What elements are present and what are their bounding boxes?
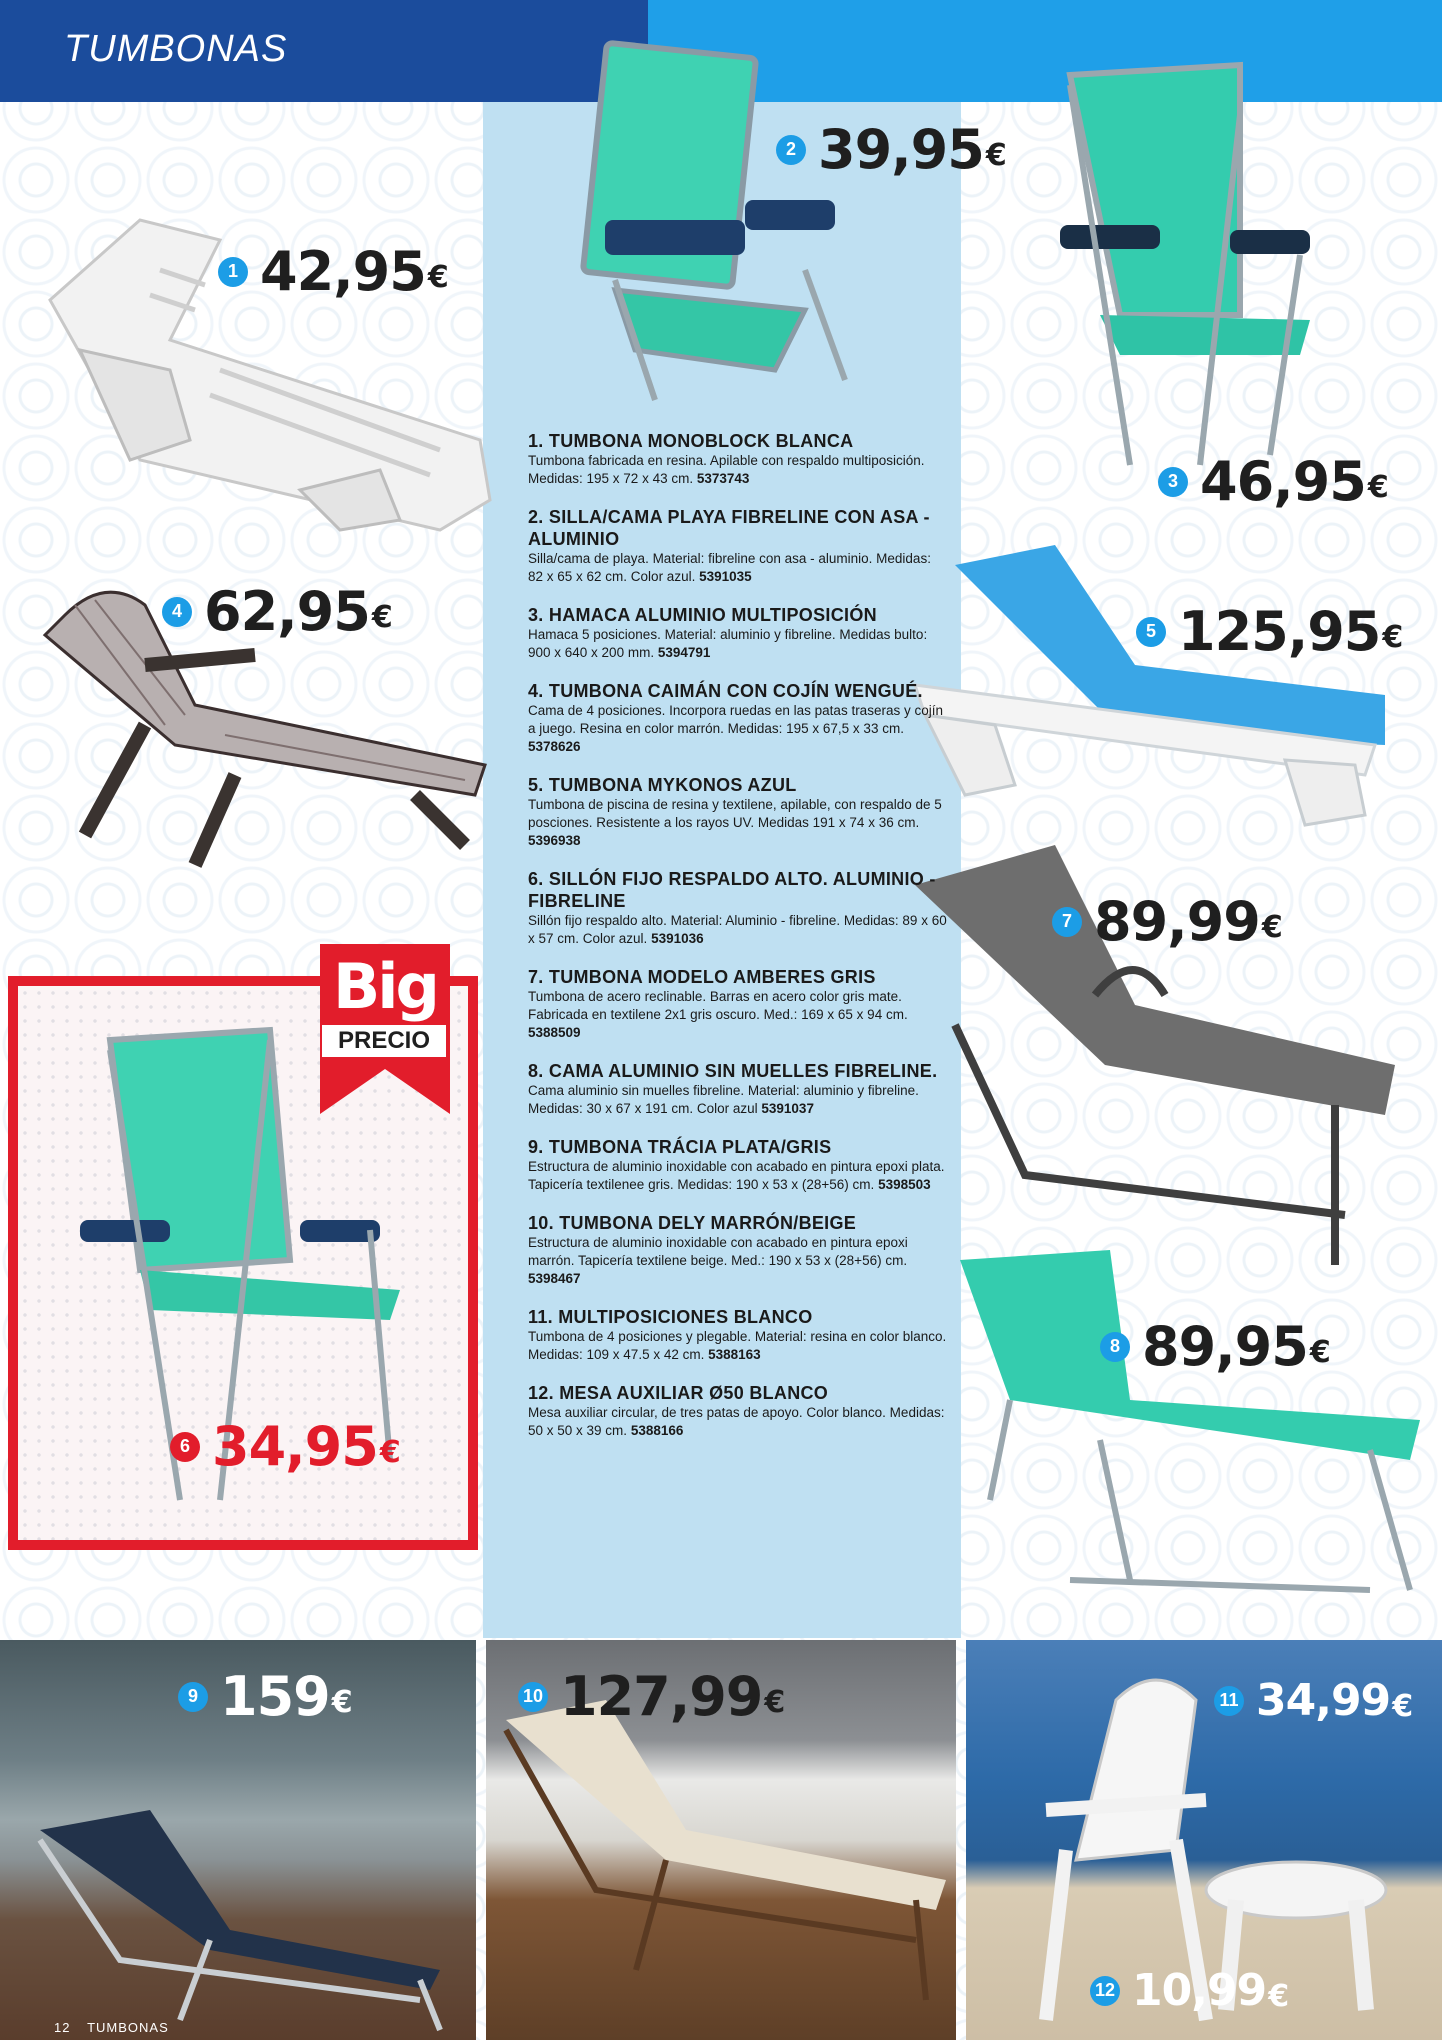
price-currency: € [1392,1689,1414,1724]
product-title: 11. MULTIPOSICIONES BLANCO [528,1307,813,1327]
price-tag-3 [1158,450,1389,513]
price-currency: € [1382,620,1404,655]
product-title: 10. TUMBONA DELY MARRÓN/BEIGE [528,1213,857,1233]
page-number: 12 [54,2020,71,2035]
price-amount: 42,95 [260,240,426,303]
product-item-3 [528,604,948,662]
price-currency: € [764,1685,786,1720]
item-number-badge: 9 [178,1682,208,1712]
price-currency: € [1309,1335,1331,1370]
item-number-badge: 11 [1214,1686,1244,1716]
product-image-2-beach-chair [555,40,855,410]
product-title: 6. SILLÓN FIJO RESPALDO ALTO. ALUMINIO - FIBRELINE [528,869,936,911]
product-item-10 [528,1212,948,1288]
price-tag-2 [776,118,1007,181]
price-tag-7 [1052,890,1283,953]
product-code: 5373743 [696,471,750,486]
price-currency: € [1367,470,1389,505]
price-amount: 62,95 [204,580,370,643]
product-item-1 [528,430,948,488]
product-code: 5388166 [630,1423,684,1438]
product-description: Mesa auxiliar circular, de tres patas de apoyo. Color blanco. Medidas: 50 x 50 x 39 cm. 5388166 [528,1405,945,1438]
price-amount: 34,95 [212,1415,378,1478]
price-currency: € [1268,1979,1290,2014]
item-number-badge: 6 [170,1432,200,1462]
product-description: Tumbona de 4 posiciones y plegable. Material: resina en color blanco. Medidas: 109 x 47.5 x 42 cm. 5388163 [528,1329,947,1362]
product-description: Estructura de aluminio inoxidable con acabado en pintura epoxi plata. Tapicería textilenee gris. Medidas: 190 x 53 x (28+56) cm. 5398503 [528,1159,945,1192]
price-amount: 159 [220,1665,330,1728]
product-description: Cama aluminio sin muelles fibreline. Material: aluminio y fibreline. Medidas: 30 x 67 x 191 cm. Color azul 5391037 [528,1083,919,1116]
price-currency: € [379,1435,401,1470]
price-amount: 127,99 [560,1665,763,1728]
product-title: 4. TUMBONA CAIMÁN CON COJÍN WENGUÉ. [528,681,923,701]
product-item-4 [528,680,948,756]
product-title: 3. HAMACA ALUMINIO MULTIPOSICIÓN [528,605,877,625]
product-description: Estructura de aluminio inoxidable con acabado en pintura epoxi marrón. Tapicería textilene beige. Med.: 190 x 53 x (28+56) cm. 5398467 [528,1235,908,1286]
price-amount: 89,99 [1094,890,1260,953]
product-title: 8. CAMA ALUMINIO SIN MUELLES FIBRELINE. [528,1061,938,1081]
product-code: 5391037 [761,1101,814,1116]
item-number-badge: 8 [1100,1332,1130,1362]
product-description: Tumbona de piscina de resina y textilene, apilable, con respaldo de 5 posciones. Resistente a los rayos UV. Medidas 191 x 74 x 36 cm. 5396938 [528,797,942,848]
price-tag-11 [1214,1675,1413,1726]
product-title: 12. MESA AUXILIAR Ø50 BLANCO [528,1383,829,1403]
product-description: Silla/cama de playa. Material: fibreline con asa - aluminio. Medidas: 82 x 65 x 62 cm. Color azul. 5391035 [528,551,931,584]
big-label: Big [333,950,437,1023]
item-number-badge: 1 [218,257,248,287]
item-number-badge: 4 [162,597,192,627]
page-title: TUMBONAS [64,28,288,70]
product-title: 5. TUMBONA MYKONOS AZUL [528,775,797,795]
product-description: Hamaca 5 posiciones. Material: aluminio y fibreline. Medidas bulto: 900 x 640 x 200 mm. 5394791 [528,627,928,660]
product-title: 9. TUMBONA TRÁCIA PLATA/GRIS [528,1137,832,1157]
product-item-6 [528,868,948,948]
item-number-badge: 5 [1136,617,1166,647]
product-description: Tumbona fabricada en resina. Apilable con respaldo multiposición. Medidas: 195 x 72 x 43 cm. 5373743 [528,453,925,486]
item-number-badge: 2 [776,135,806,165]
product-title: 1. TUMBONA MONOBLOCK BLANCA [528,431,854,451]
price-amount: 34,99 [1256,1675,1391,1726]
precio-label: PRECIO [322,1025,446,1057]
product-image-5-mykonos [905,545,1405,835]
product-image-3-hamaca [1040,55,1330,475]
price-amount: 89,95 [1142,1315,1308,1378]
product-item-2 [528,506,948,586]
price-tag-9 [178,1665,353,1728]
product-code: 5388163 [708,1347,761,1362]
product-title: 7. TUMBONA MODELO AMBERES GRIS [528,967,876,987]
product-code: 5396938 [528,833,581,848]
product-code: 5391035 [699,569,752,584]
item-number-badge: 7 [1052,907,1082,937]
product-item-8 [528,1060,948,1118]
footer-section: TUMBONAS [87,2020,169,2035]
price-tag-4 [162,580,393,643]
product-image-8-cama-aluminio [950,1250,1430,1610]
price-amount: 10,99 [1132,1965,1267,2016]
product-description: Sillón fijo respaldo alto. Material: Aluminio - fibreline. Medidas: 89 x 60 x 57 cm. Color azul. 5391036 [528,913,947,946]
price-tag-1 [218,240,449,303]
product-code: 5394791 [657,645,711,660]
item-number-badge: 12 [1090,1976,1120,2006]
price-tag-6 [170,1415,401,1478]
product-list [528,430,948,1458]
price-amount: 125,95 [1178,600,1381,663]
price-tag-8 [1100,1315,1331,1378]
product-code: 5391036 [651,931,704,946]
price-currency: € [427,260,449,295]
product-item-9 [528,1136,948,1194]
product-code: 5398467 [528,1271,581,1286]
price-currency: € [371,600,393,635]
price-amount: 39,95 [818,118,984,181]
product-code: 5388509 [528,1025,581,1040]
price-currency: € [331,1685,353,1720]
product-description: Cama de 4 posiciones. Incorpora ruedas en las patas traseras y cojín a juego. Resina en color marrón. Medidas: 195 x 67,5 x 33 cm. 5378626 [528,703,943,754]
price-amount: 46,95 [1200,450,1366,513]
product-item-11 [528,1306,948,1364]
price-tag-10 [518,1665,785,1728]
product-code: 5398503 [878,1177,931,1192]
item-number-badge: 3 [1158,467,1188,497]
product-item-5 [528,774,948,850]
product-item-12 [528,1382,948,1440]
price-currency: € [1261,910,1283,945]
item-number-badge: 10 [518,1682,548,1712]
product-item-7 [528,966,948,1042]
page-footer [54,2020,169,2035]
product-code: 5378626 [528,739,581,754]
price-tag-12 [1090,1965,1289,2016]
product-description: Tumbona de acero reclinable. Barras en acero color gris mate. Fabricada en textilene 2x1 gris oscuro. Med.: 169 x 65 x 94 cm. 5388509 [528,989,908,1040]
price-tag-5 [1136,600,1403,663]
product-title: 2. SILLA/CAMA PLAYA FIBRELINE CON ASA - ALUMINIO [528,507,930,549]
price-currency: € [985,138,1007,173]
